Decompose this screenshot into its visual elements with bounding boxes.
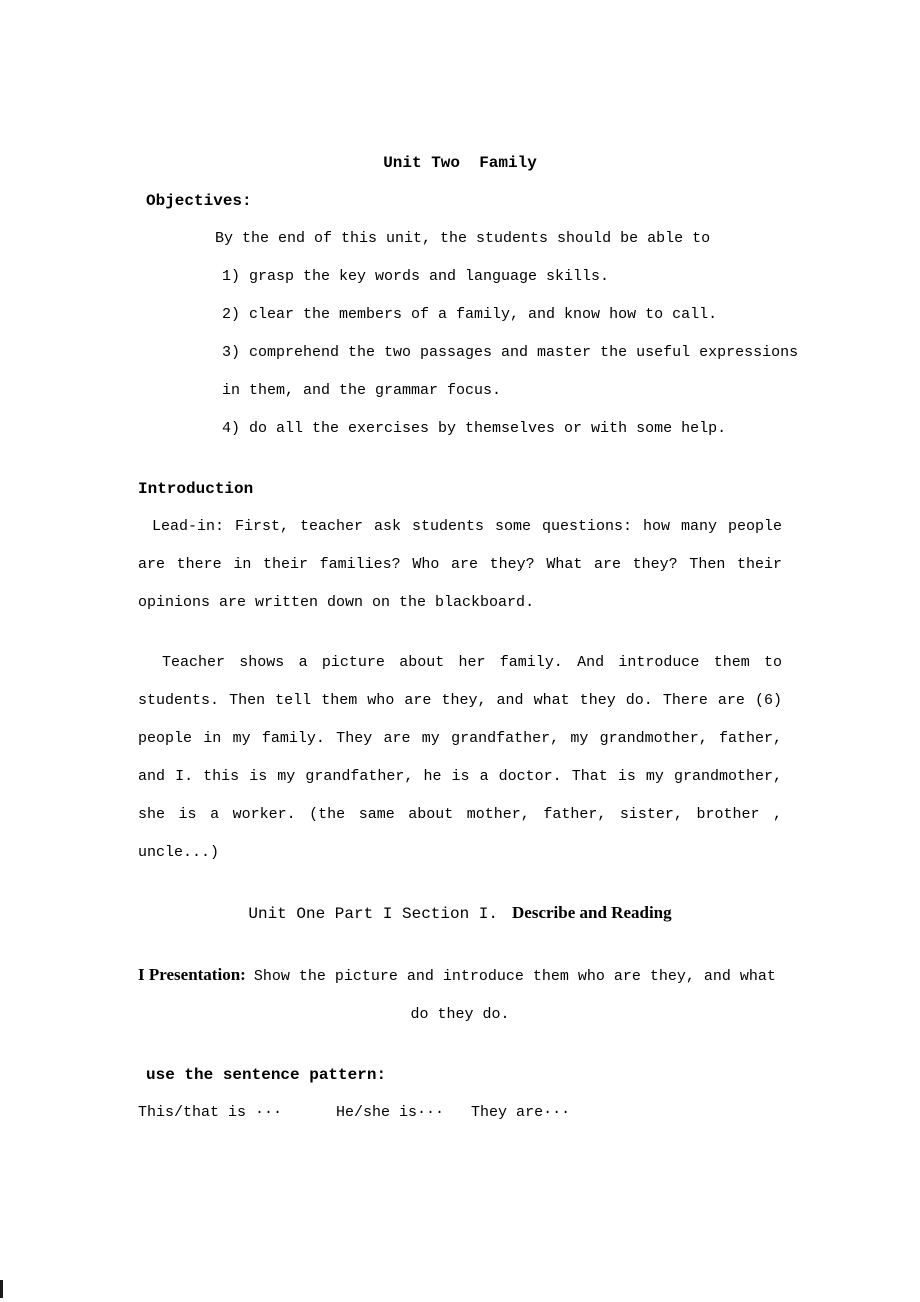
section-heading <box>138 894 782 934</box>
objective-item: in them, and the grammar focus. <box>222 382 502 399</box>
presentation-label: I Presentation: <box>138 965 246 984</box>
sentence-pattern-examples: This/that is ··· He/she is··· They are··· <box>138 1104 571 1121</box>
section-heading-emphasis: Describe and Reading <box>512 903 672 922</box>
page-edge-artifact <box>0 1280 3 1298</box>
objective-item: 4) do all the exercises by themselves or with some help. <box>222 420 727 437</box>
objective-item: 2) clear the members of a family, and know how to call. <box>222 306 718 323</box>
objective-item: 1) grasp the key words and language skills. <box>222 268 610 285</box>
document-title: Unit Two Family <box>383 154 537 172</box>
presentation-text-continuation: do they do. <box>410 1006 510 1023</box>
introduction-paragraph-lead-in: Lead-in: First, teacher ask students some questions: how many people are there in their families? Who are they? What are they? Then their opinions are written down on the blackboard. <box>138 518 782 611</box>
presentation-line <box>138 956 782 996</box>
sentence-pattern-heading: use the sentence pattern: <box>146 1066 387 1084</box>
objective-item: 3) comprehend the two passages and master the useful expressions <box>222 344 799 361</box>
presentation-text: Show the picture and introduce them who are they, and what <box>253 968 776 985</box>
introduction-paragraph-teacher: Teacher shows a picture about her family. And introduce them to students. Then tell them who are they, and what they do. There are (6) people in my family. They are my grandfather, my grandmother, father, and I. this is my grandfather, he is a doctor. That is my grandmother, she is a worker. (the same about mother, father, sister, brother , uncle...) <box>138 654 782 861</box>
introduction-heading: Introduction <box>138 480 254 498</box>
objectives-intro: By the end of this unit, the students should be able to <box>215 230 711 247</box>
section-heading-prefix: Unit One Part I Section I. <box>248 905 498 923</box>
objectives-heading: Objectives: <box>146 192 252 210</box>
